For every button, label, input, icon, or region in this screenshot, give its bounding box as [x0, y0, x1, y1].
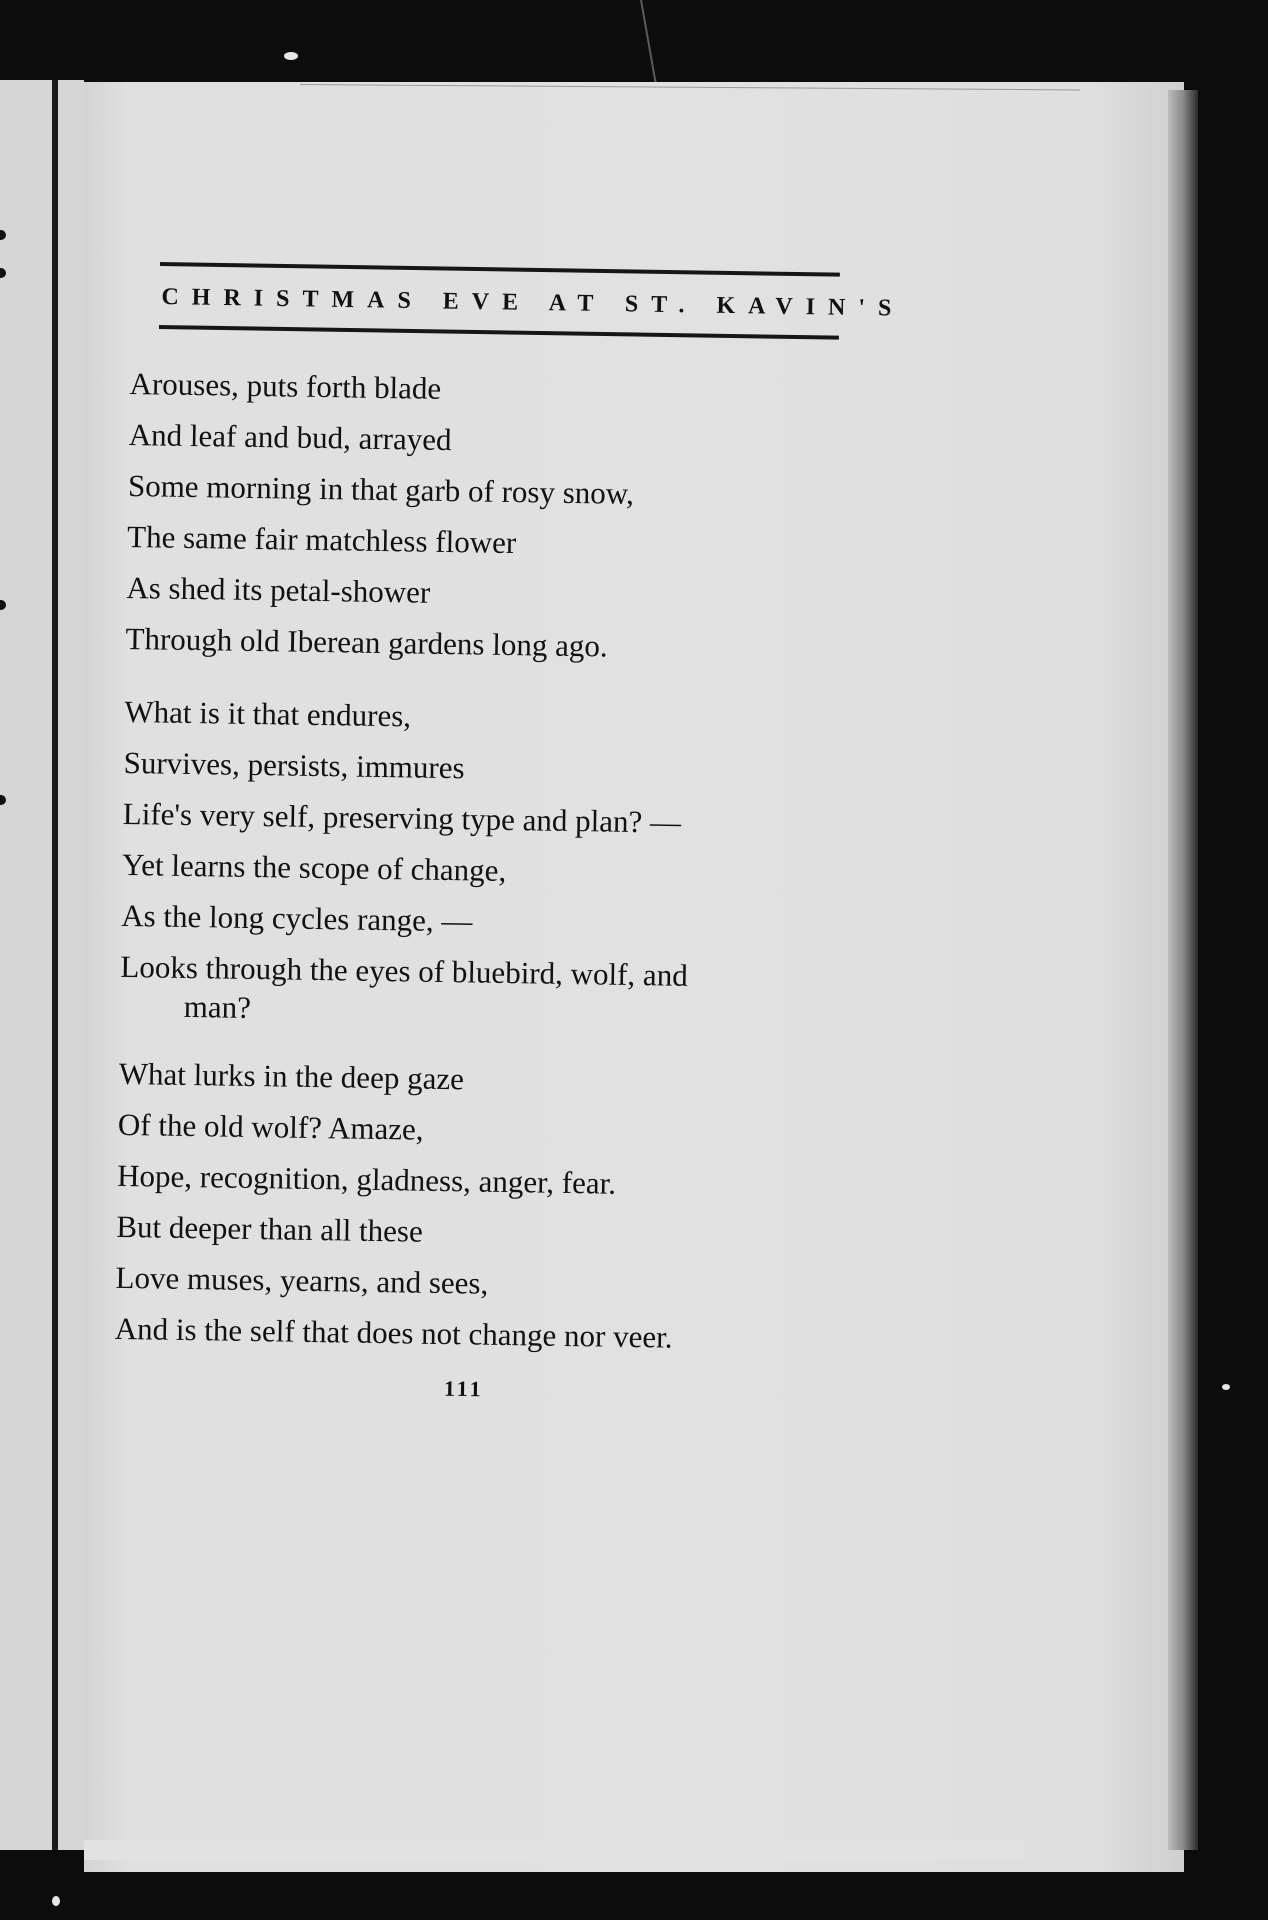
poem-line: And is the self that does not change nor veer. — [114, 1310, 673, 1355]
stanza-3 — [114, 1048, 839, 1365]
poem-text — [114, 358, 850, 1387]
poem-line: Survives, persists, immures — [123, 744, 465, 786]
poem-line: But deeper than all these — [116, 1208, 424, 1249]
poem-line: As shed its petal-shower — [126, 569, 431, 610]
page-edge-mark — [0, 600, 6, 610]
poem-line: Life's very self, preserving type and plan? — — [122, 795, 682, 840]
dust-speck — [284, 52, 298, 60]
page-edge-mark — [0, 795, 6, 805]
dust-speck — [52, 1896, 60, 1906]
page-edge-mark — [0, 268, 6, 278]
dust-speck — [1222, 1384, 1230, 1390]
poem-line: Through old Iberean gardens long ago. — [125, 620, 608, 664]
page-edge-mark — [0, 230, 6, 240]
poem-line: And leaf and bud, arrayed — [128, 416, 452, 458]
poem-line: What is it that endures, — [124, 693, 412, 734]
poem-line: As the long cycles range, — — [120, 897, 473, 939]
poem-line: Some morning in that garb of rosy snow, — [127, 467, 635, 511]
poem-line: Love muses, yearns, and sees, — [115, 1259, 489, 1301]
poem-line: What lurks in the deep gaze — [118, 1055, 465, 1097]
previous-page-edge — [0, 80, 84, 1850]
poem-line: Looks through the eyes of bluebird, wolf, and — [120, 948, 689, 993]
poem-line: Arouses, puts forth blade — [129, 365, 442, 406]
poem-line: Hope, recognition, gladness, anger, fear. — [116, 1157, 617, 1201]
page-bottom-edge — [84, 1840, 1024, 1860]
stanza-1 — [125, 358, 850, 675]
poem-line: Yet learns the scope of change, — [121, 846, 507, 888]
running-header-title: CHRISTMAS EVE AT ST. KAVIN'S — [161, 284, 905, 322]
poem-line-continuation: man? — [183, 988, 252, 1025]
running-header — [159, 262, 905, 340]
poem-line: The same fair matchless flower — [126, 518, 517, 561]
poem-line: Of the old wolf? Amaze, — [117, 1106, 424, 1147]
binding-thread — [640, 0, 657, 83]
page-right-edge — [1168, 90, 1198, 1850]
page-number: 111 — [443, 1375, 484, 1402]
stanza-2 — [120, 686, 845, 1037]
gutter-shadow — [52, 80, 58, 1850]
